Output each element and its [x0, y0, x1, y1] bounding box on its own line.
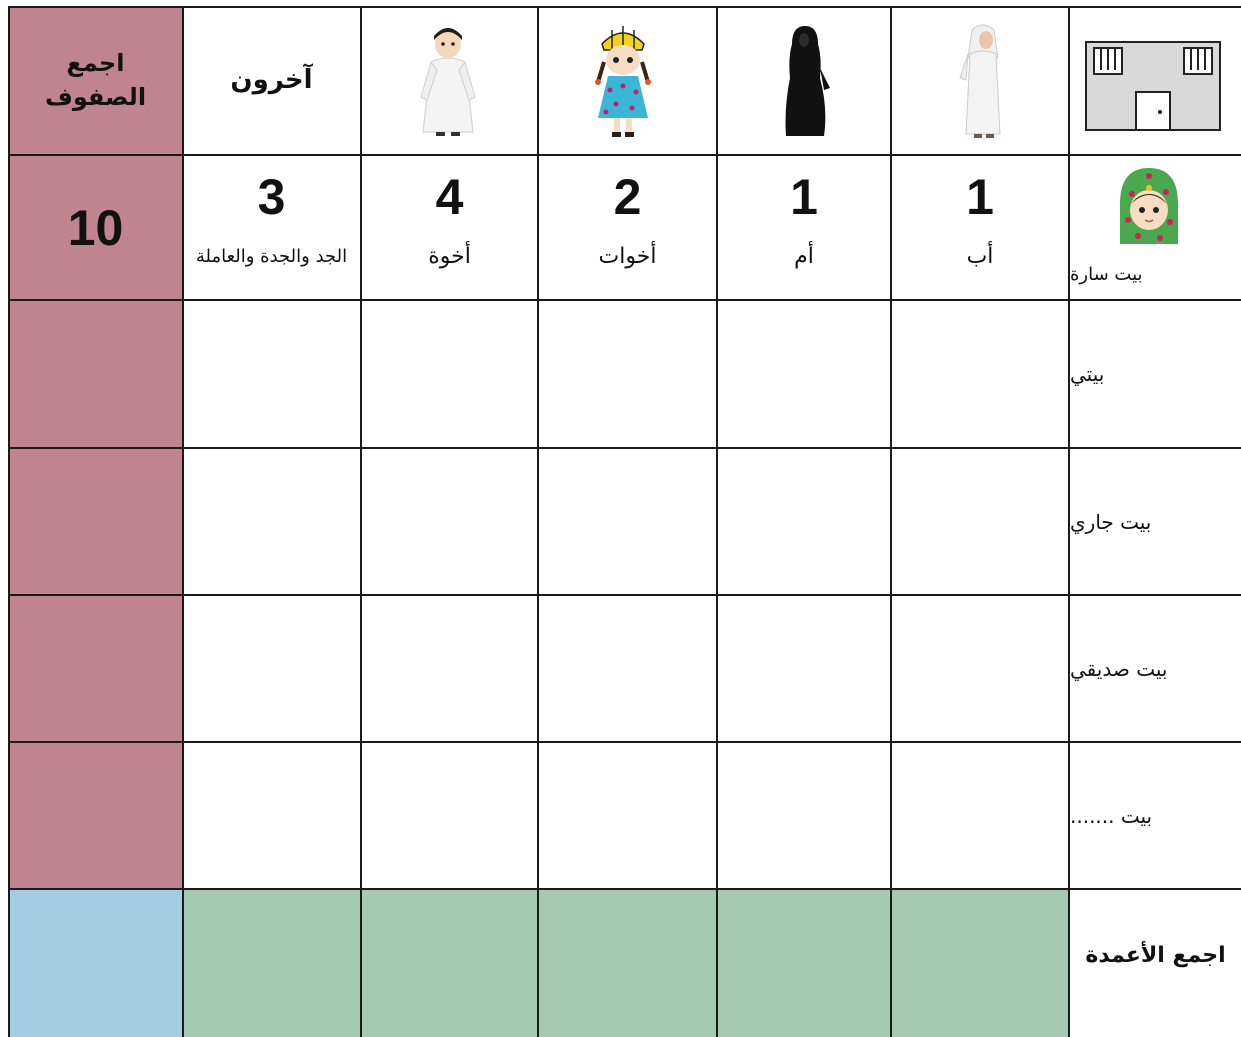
count-cell[interactable]: [184, 743, 360, 888]
sara-mother-label: أم: [794, 243, 814, 269]
sara-father-label: أب: [966, 243, 994, 269]
sara-brothers-count: 4: [435, 169, 464, 225]
column-total-label: اجمع الأعمدة: [1085, 942, 1226, 968]
sara-others-count: 3: [257, 169, 286, 225]
count-cell[interactable]: [184, 596, 360, 741]
sara-row-total: 10: [67, 199, 124, 256]
count-cell[interactable]: [718, 449, 890, 594]
table-row: [8, 301, 1068, 447]
row-total-header: اجمع الصفوف: [44, 49, 147, 111]
count-cell[interactable]: [892, 449, 1068, 594]
mother-figure-icon: [760, 18, 850, 144]
count-cell[interactable]: [718, 596, 890, 741]
row-total-cell[interactable]: [8, 596, 182, 741]
row-label-neighbor-house: بيت جاري: [1070, 509, 1152, 534]
brother-figure-icon: [403, 22, 493, 142]
sara-brothers-label: أخوة: [428, 243, 471, 269]
count-cell[interactable]: [892, 743, 1068, 888]
column-total-cell[interactable]: [892, 890, 1068, 1037]
count-cell[interactable]: [362, 596, 537, 741]
column-total-cell[interactable]: [362, 890, 537, 1037]
row-total-cell[interactable]: [8, 743, 182, 888]
sara-sisters-label: أخوات: [598, 243, 657, 269]
count-cell[interactable]: [892, 301, 1068, 447]
father-figure-icon: [938, 18, 1028, 144]
sara-row-label: بيت سارة: [1070, 263, 1143, 285]
column-total-cell[interactable]: [718, 890, 890, 1037]
row-label-friend-house: بيت صديقي: [1070, 656, 1168, 681]
column-total-cell[interactable]: [539, 890, 716, 1037]
others-header: آخرون: [230, 65, 313, 95]
count-cell[interactable]: [718, 743, 890, 888]
count-cell[interactable]: [362, 449, 537, 594]
table-row: [8, 449, 1068, 594]
house-icon: [1084, 40, 1224, 132]
table-row: [8, 743, 1068, 888]
count-cell[interactable]: [539, 596, 716, 741]
row-total-cell[interactable]: [8, 449, 182, 594]
count-cell[interactable]: [362, 743, 537, 888]
count-cell[interactable]: [892, 596, 1068, 741]
sister-figure-icon: [578, 20, 668, 144]
row-label-my-house: بيتي: [1070, 362, 1105, 386]
count-cell[interactable]: [539, 301, 716, 447]
sara-girl-icon: [1116, 164, 1182, 248]
count-cell[interactable]: [718, 301, 890, 447]
sara-mother-count: 1: [790, 169, 818, 225]
row-label-other-house: بيت .......: [1070, 803, 1153, 828]
column-total-cell[interactable]: [184, 890, 360, 1037]
column-total-row: [8, 890, 1068, 1037]
count-cell[interactable]: [184, 301, 360, 447]
count-cell[interactable]: [362, 301, 537, 447]
count-cell[interactable]: [184, 449, 360, 594]
count-cell[interactable]: [539, 449, 716, 594]
row-total-cell[interactable]: [8, 301, 182, 447]
count-cell[interactable]: [539, 743, 716, 888]
table-row: [8, 596, 1068, 741]
sara-others-label: الجد والجدة والعاملة: [195, 245, 348, 267]
sara-sisters-count: 2: [613, 169, 642, 225]
sara-house-family-table: [8, 6, 1241, 1037]
sara-father-count: 1: [966, 169, 994, 225]
